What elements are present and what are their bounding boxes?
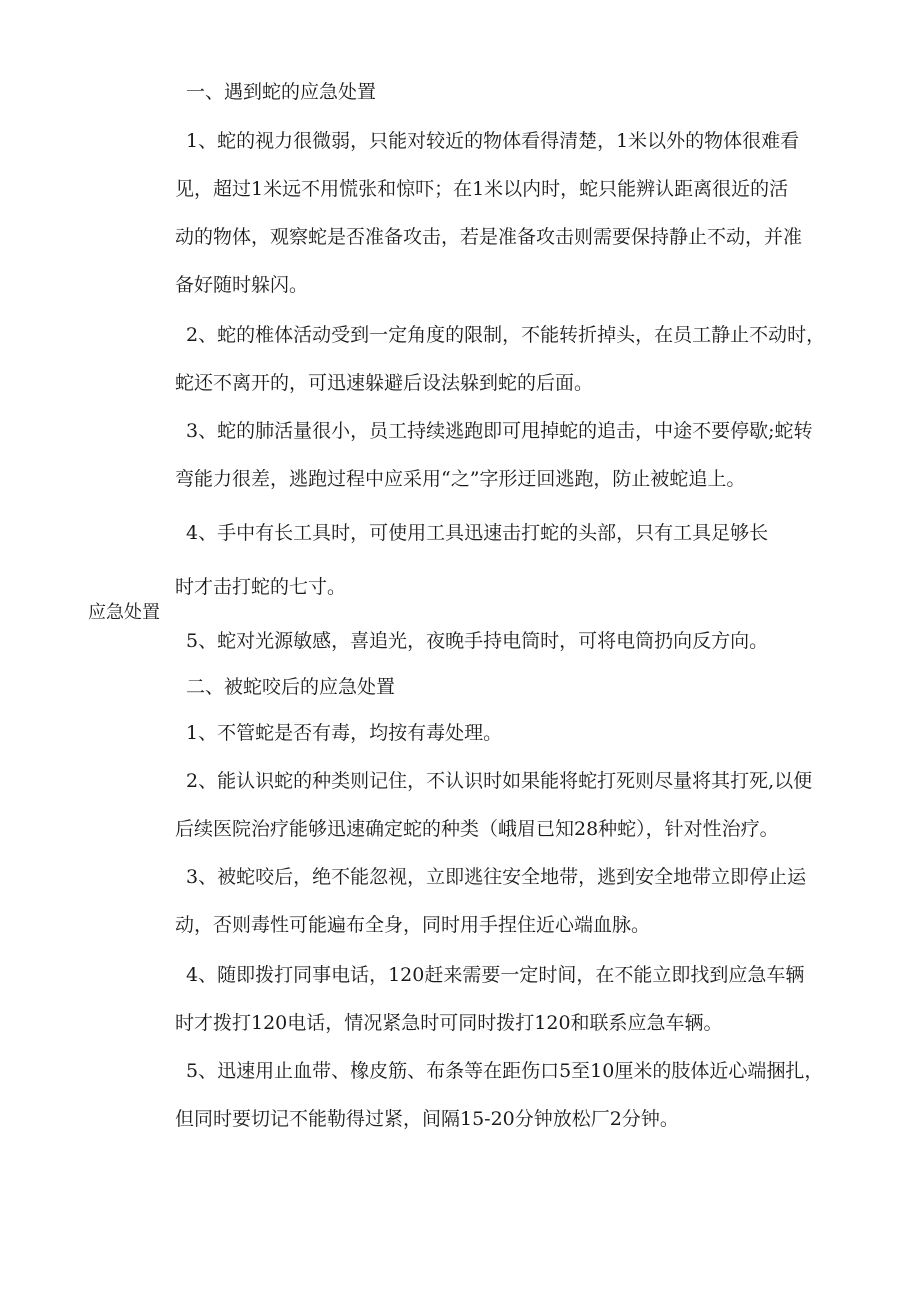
paragraph-line: 时才击打蛇的七寸。 (175, 576, 347, 598)
paragraph-line: 动，否则毒性可能遍布全身，同时用手捏住近心端血脉。 (175, 914, 651, 936)
paragraph-line: 备好随时躲闪。 (175, 274, 309, 296)
paragraph-line: 弯能力很差，逃跑过程中应采用“之”字形迂回逃跑，防止被蛇追上。 (175, 468, 746, 490)
section-2-heading: 二、被蛇咬后的应急处置 (186, 676, 396, 698)
paragraph-line: 5、蛇对光源敏感，喜追光，夜晚手持电筒时，可将电筒扔向反方向。 (186, 630, 769, 652)
paragraph-line: 4、随即拨打同事电话，120赶来需要一定时间，在不能立即找到应急车辆 (186, 964, 805, 986)
paragraph-line: 动的物体，观察蛇是否准备攻击，若是准备攻击则需要保持静止不动，并准 (175, 226, 803, 248)
paragraph-line: 3、被蛇咬后，绝不能忽视，立即逃往安全地带，逃到安全地带立即停止运 (186, 866, 807, 888)
paragraph-line: 2、能认识蛇的种类则记住，不认识时如果能将蛇打死则尽量将其打死,以便 (186, 770, 813, 792)
paragraph-line: 3、蛇的肺活量很小，员工持续逃跑即可甩掉蛇的追击，中途不要停歇;蛇转 (186, 420, 813, 442)
paragraph-line: 但同时要切记不能勒得过紧，间隔15-20分钟放松厂2分钟。 (175, 1108, 679, 1130)
paragraph-line: 4、手中有长工具时，可使用工具迅速击打蛇的头部，只有工具足够长 (186, 522, 769, 544)
side-label: 应急处置 (88, 602, 160, 623)
section-1-heading: 一、遇到蛇的应急处置 (186, 81, 377, 103)
paragraph-line: 2、蛇的椎体活动受到一定角度的限制，不能转折掉头，在员工静止不动时， (186, 324, 826, 346)
paragraph-line: 后续医院治疗能够迅速确定蛇的种类（峨眉已知28种蛇），针对性治疗。 (175, 818, 779, 840)
paragraph-line: 见，超过1米远不用慌张和惊吓；在1米以内时，蛇只能辨认距离很近的活 (175, 178, 789, 200)
paragraph-line: 5、迅速用止血带、橡皮筋、布条等在距伤口5至10厘米的肢体近心端捆扎， (186, 1060, 824, 1082)
paragraph-line: 时才拨打120电话，情况紧急时可同时拨打120和联系应急车辆。 (175, 1012, 723, 1034)
paragraph-line: 1、蛇的视力很微弱，只能对较近的物体看得清楚，1米以外的物体很难看 (186, 130, 800, 152)
paragraph-line: 蛇还不离开的，可迅速躲避后设法躲到蛇的后面。 (175, 372, 594, 394)
paragraph-line: 1、不管蛇是否有毒，均按有毒处理。 (186, 722, 503, 744)
